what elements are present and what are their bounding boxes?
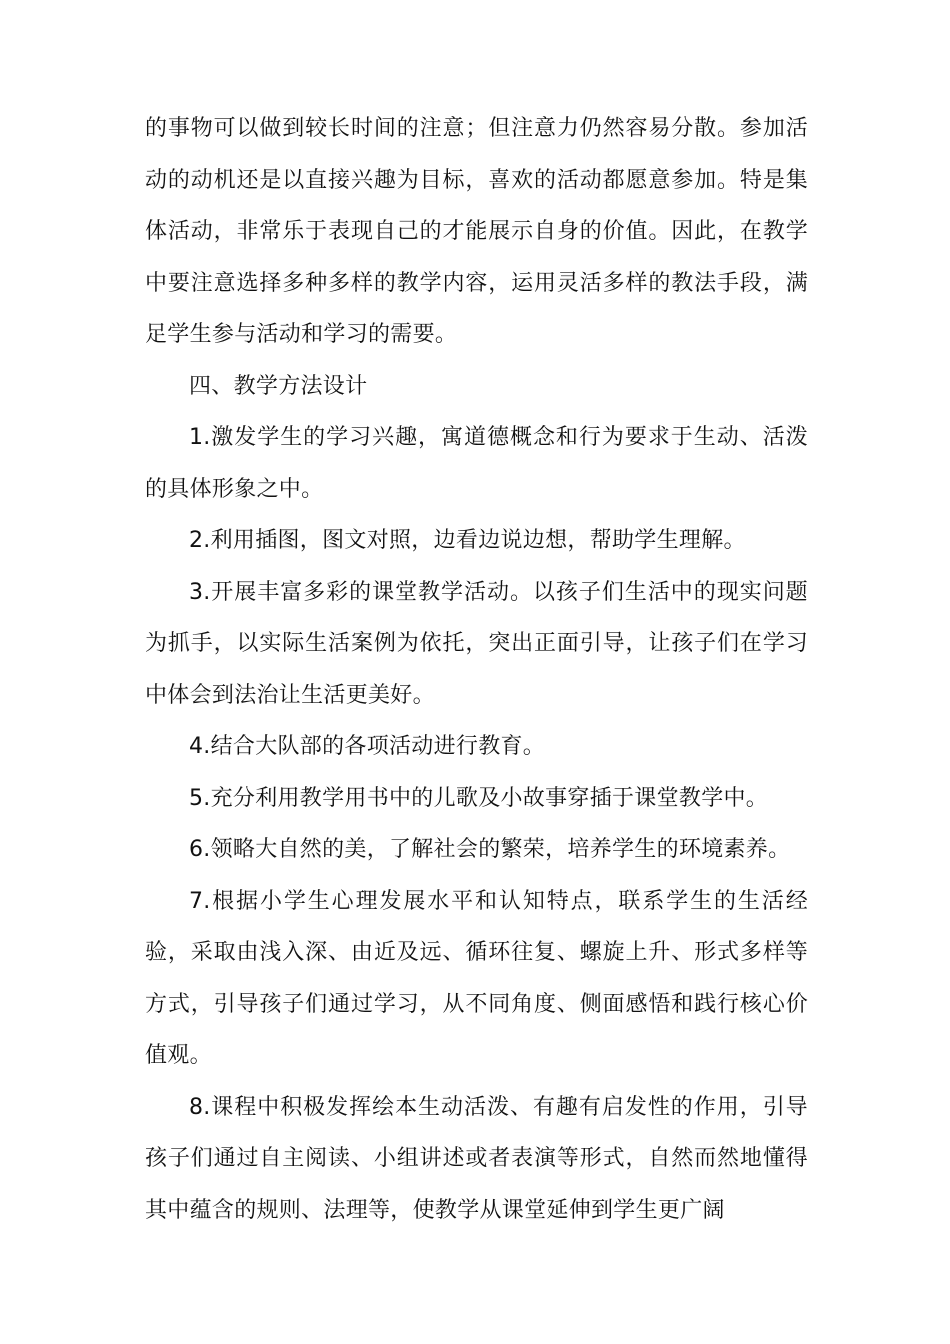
list-item-2: 2.利用插图，图文对照，边看边说边想，帮助学生理解。 — [189, 528, 746, 553]
list-item-7: 7.根据小学生心理发展水平和认知特点，联系学生的生活经验，采取由浅入深、由近及远、循环往复、螺旋上升、形式多样等方式，引导孩子们通过学习，从不同角度、侧面感悟和践行核心价值观。 — [145, 888, 808, 1068]
list-item-6: 6.领略大自然的美，了解社会的繁荣，培养学生的环境素养。 — [189, 837, 791, 862]
list-item-4: 4.结合大队部的各项活动进行教育。 — [189, 734, 546, 759]
list-item-8: 8.课程中积极发挥绘本生动活泼、有趣有启发性的作用，引导孩子们通过自主阅读、小组讲述或者表演等形式，自然而然地懂得其中蕴含的规则、法理等，使教学从课堂延伸到学生更广阔 — [145, 1094, 808, 1223]
list-item-5: 5.充分利用教学用书中的儿歌及小故事穿插于课堂教学中。 — [189, 785, 769, 811]
list-item-1: 1.激发学生的学习兴趣，寓道德概念和行为要求于生动、活泼的具体形象之中。 — [145, 425, 808, 502]
section-heading: 四、教学方法设计 — [189, 373, 368, 399]
document-body — [145, 103, 808, 1236]
paragraph-continuation: 的事物可以做到较长时间的注意；但注意力仍然容易分散。参加活动的动机还是以直接兴趣为目标，喜欢的活动都愿意参加。特是集体活动，非常乐于表现自己的才能展示自身的价值。因此，在教学中要注意选择多种多样的教学内容，运用灵活多样的教法手段，满足学生参与活动和学习的需要。 — [145, 116, 808, 347]
list-item-3: 3.开展丰富多彩的课堂教学活动。以孩子们生活中的现实问题为抓手，以实际生活案例为依托，突出正面引导，让孩子们在学习中体会到法治让生活更美好。 — [145, 579, 808, 708]
